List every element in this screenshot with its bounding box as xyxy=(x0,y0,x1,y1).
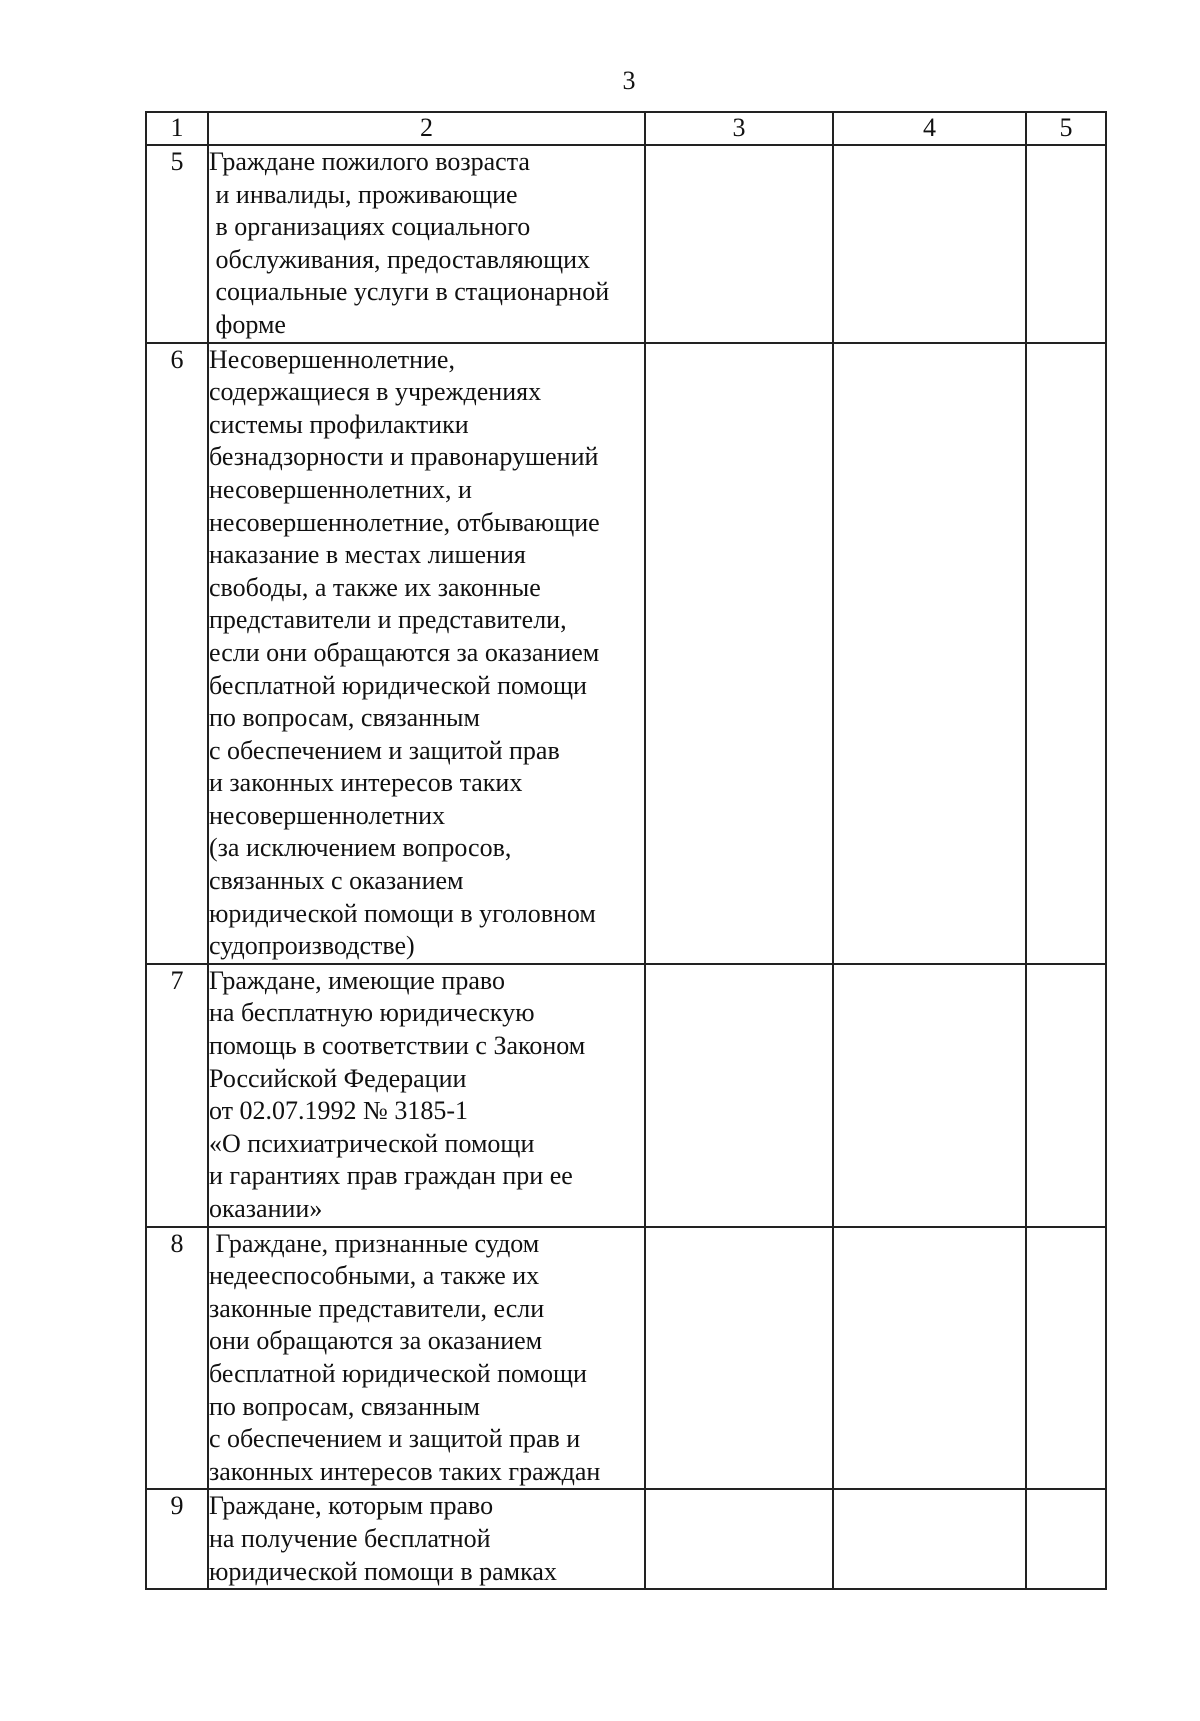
description-line: юридической помощи в уголовном xyxy=(209,898,596,928)
description-line: свободы, а также их законные xyxy=(209,572,541,602)
description-line: системы профилактики xyxy=(209,409,469,439)
description-line: по вопросам, связанным xyxy=(209,1391,480,1421)
empty-cell-col3 xyxy=(645,145,833,343)
empty-cell-col3 xyxy=(645,1227,833,1490)
description-line: (за исключением вопросов, xyxy=(209,833,512,863)
empty-cell-col3 xyxy=(645,343,833,964)
description-line: оказании» xyxy=(209,1194,323,1223)
empty-cell-col4 xyxy=(833,145,1026,343)
header-col-2: 2 xyxy=(208,112,645,145)
empty-cell-col4 xyxy=(833,343,1026,964)
table-row xyxy=(146,145,1106,343)
description-line: наказание в местах лишения xyxy=(209,540,526,570)
table-row xyxy=(146,1227,1106,1490)
description-line: представители и представители, xyxy=(209,605,567,635)
empty-cell-col5 xyxy=(1026,1489,1106,1589)
header-col-1: 1 xyxy=(146,112,208,145)
category-description-cell xyxy=(208,145,645,343)
description-line: в организациях социального xyxy=(209,212,531,242)
description-line: и законных интересов таких xyxy=(209,768,523,798)
description-line: законные представители, если xyxy=(209,1293,545,1323)
empty-cell-col5 xyxy=(1026,1227,1106,1490)
description-line: несовершеннолетние, отбывающие xyxy=(209,507,600,537)
table-body xyxy=(146,145,1106,1589)
empty-cell-col5 xyxy=(1026,343,1106,964)
empty-cell-col5 xyxy=(1026,964,1106,1227)
description-line: форме xyxy=(209,309,286,339)
description-line: социальные услуги в стационарной xyxy=(209,277,610,307)
description-line: от 02.07.1992 № 3185-1 xyxy=(209,1096,468,1126)
header-col-3: 3 xyxy=(645,112,833,145)
description-line: содержащиеся в учреждениях xyxy=(209,377,542,407)
row-number-cell: 6 xyxy=(146,343,208,964)
description-line: судопроизводстве) xyxy=(209,931,415,961)
empty-cell-col4 xyxy=(833,964,1026,1227)
empty-cell-col4 xyxy=(833,1489,1026,1589)
description-line: юридической помощи в рамках xyxy=(209,1556,557,1586)
description-line: законных интересов таких граждан xyxy=(209,1456,601,1486)
row-number-cell: 7 xyxy=(146,964,208,1227)
description-line: Несовершеннолетние, xyxy=(209,344,455,374)
table-row xyxy=(146,964,1106,1227)
category-description-cell xyxy=(208,343,645,964)
description-line: бесплатной юридической помощи xyxy=(209,1358,587,1388)
description-line: «О психиатрической помощи xyxy=(209,1128,535,1158)
description-line: по вопросам, связанным xyxy=(209,703,480,733)
row-number-cell: 9 xyxy=(146,1489,208,1589)
description-line: Граждане пожилого возраста xyxy=(209,147,530,176)
table-header-row xyxy=(146,112,1106,145)
description-line: помощь в соответствии с Законом xyxy=(209,1031,586,1061)
description-line: они обращаются за оказанием xyxy=(209,1326,543,1356)
description-line: бесплатной юридической помощи xyxy=(209,670,587,700)
header-col-5: 5 xyxy=(1026,112,1106,145)
description-line: на получение бесплатной xyxy=(209,1523,491,1553)
category-description-cell xyxy=(208,1489,645,1589)
description-line: на бесплатную юридическую xyxy=(209,998,535,1028)
empty-cell-col4 xyxy=(833,1227,1026,1490)
description-line: обслуживания, предоставляющих xyxy=(209,244,591,274)
empty-cell-col3 xyxy=(645,964,833,1227)
page-number: 3 xyxy=(622,66,636,95)
category-description-cell xyxy=(208,964,645,1227)
description-line: с обеспечением и защитой прав xyxy=(209,735,560,765)
description-line: с обеспечением и защитой прав и xyxy=(209,1424,581,1454)
description-line: несовершеннолетних, и xyxy=(209,474,472,504)
empty-cell-col3 xyxy=(645,1489,833,1589)
table-row xyxy=(146,1489,1106,1589)
description-line: если они обращаются за оказанием xyxy=(209,637,600,667)
header-col-4: 4 xyxy=(833,112,1026,145)
row-number-cell: 8 xyxy=(146,1227,208,1490)
description-line: безнадзорности и правонарушений xyxy=(209,442,599,472)
beneficiaries-table xyxy=(145,111,1107,1590)
row-number-cell: 5 xyxy=(146,145,208,343)
description-line: и инвалиды, проживающие xyxy=(209,179,518,209)
description-line: Граждане, имеющие право xyxy=(209,965,505,995)
description-line: Российской Федерации xyxy=(209,1063,467,1093)
empty-cell-col5 xyxy=(1026,145,1106,343)
category-description-cell xyxy=(208,1227,645,1490)
description-line: недееспособными, а также их xyxy=(209,1261,540,1291)
description-line: Граждане, признанные судом xyxy=(209,1228,540,1258)
description-line: несовершеннолетних xyxy=(209,800,446,830)
description-line: Граждане, которым право xyxy=(209,1491,494,1521)
table-row xyxy=(146,343,1106,964)
description-line: связанных с оказанием xyxy=(209,866,464,896)
description-line: и гарантиях прав граждан при ее xyxy=(209,1161,573,1191)
